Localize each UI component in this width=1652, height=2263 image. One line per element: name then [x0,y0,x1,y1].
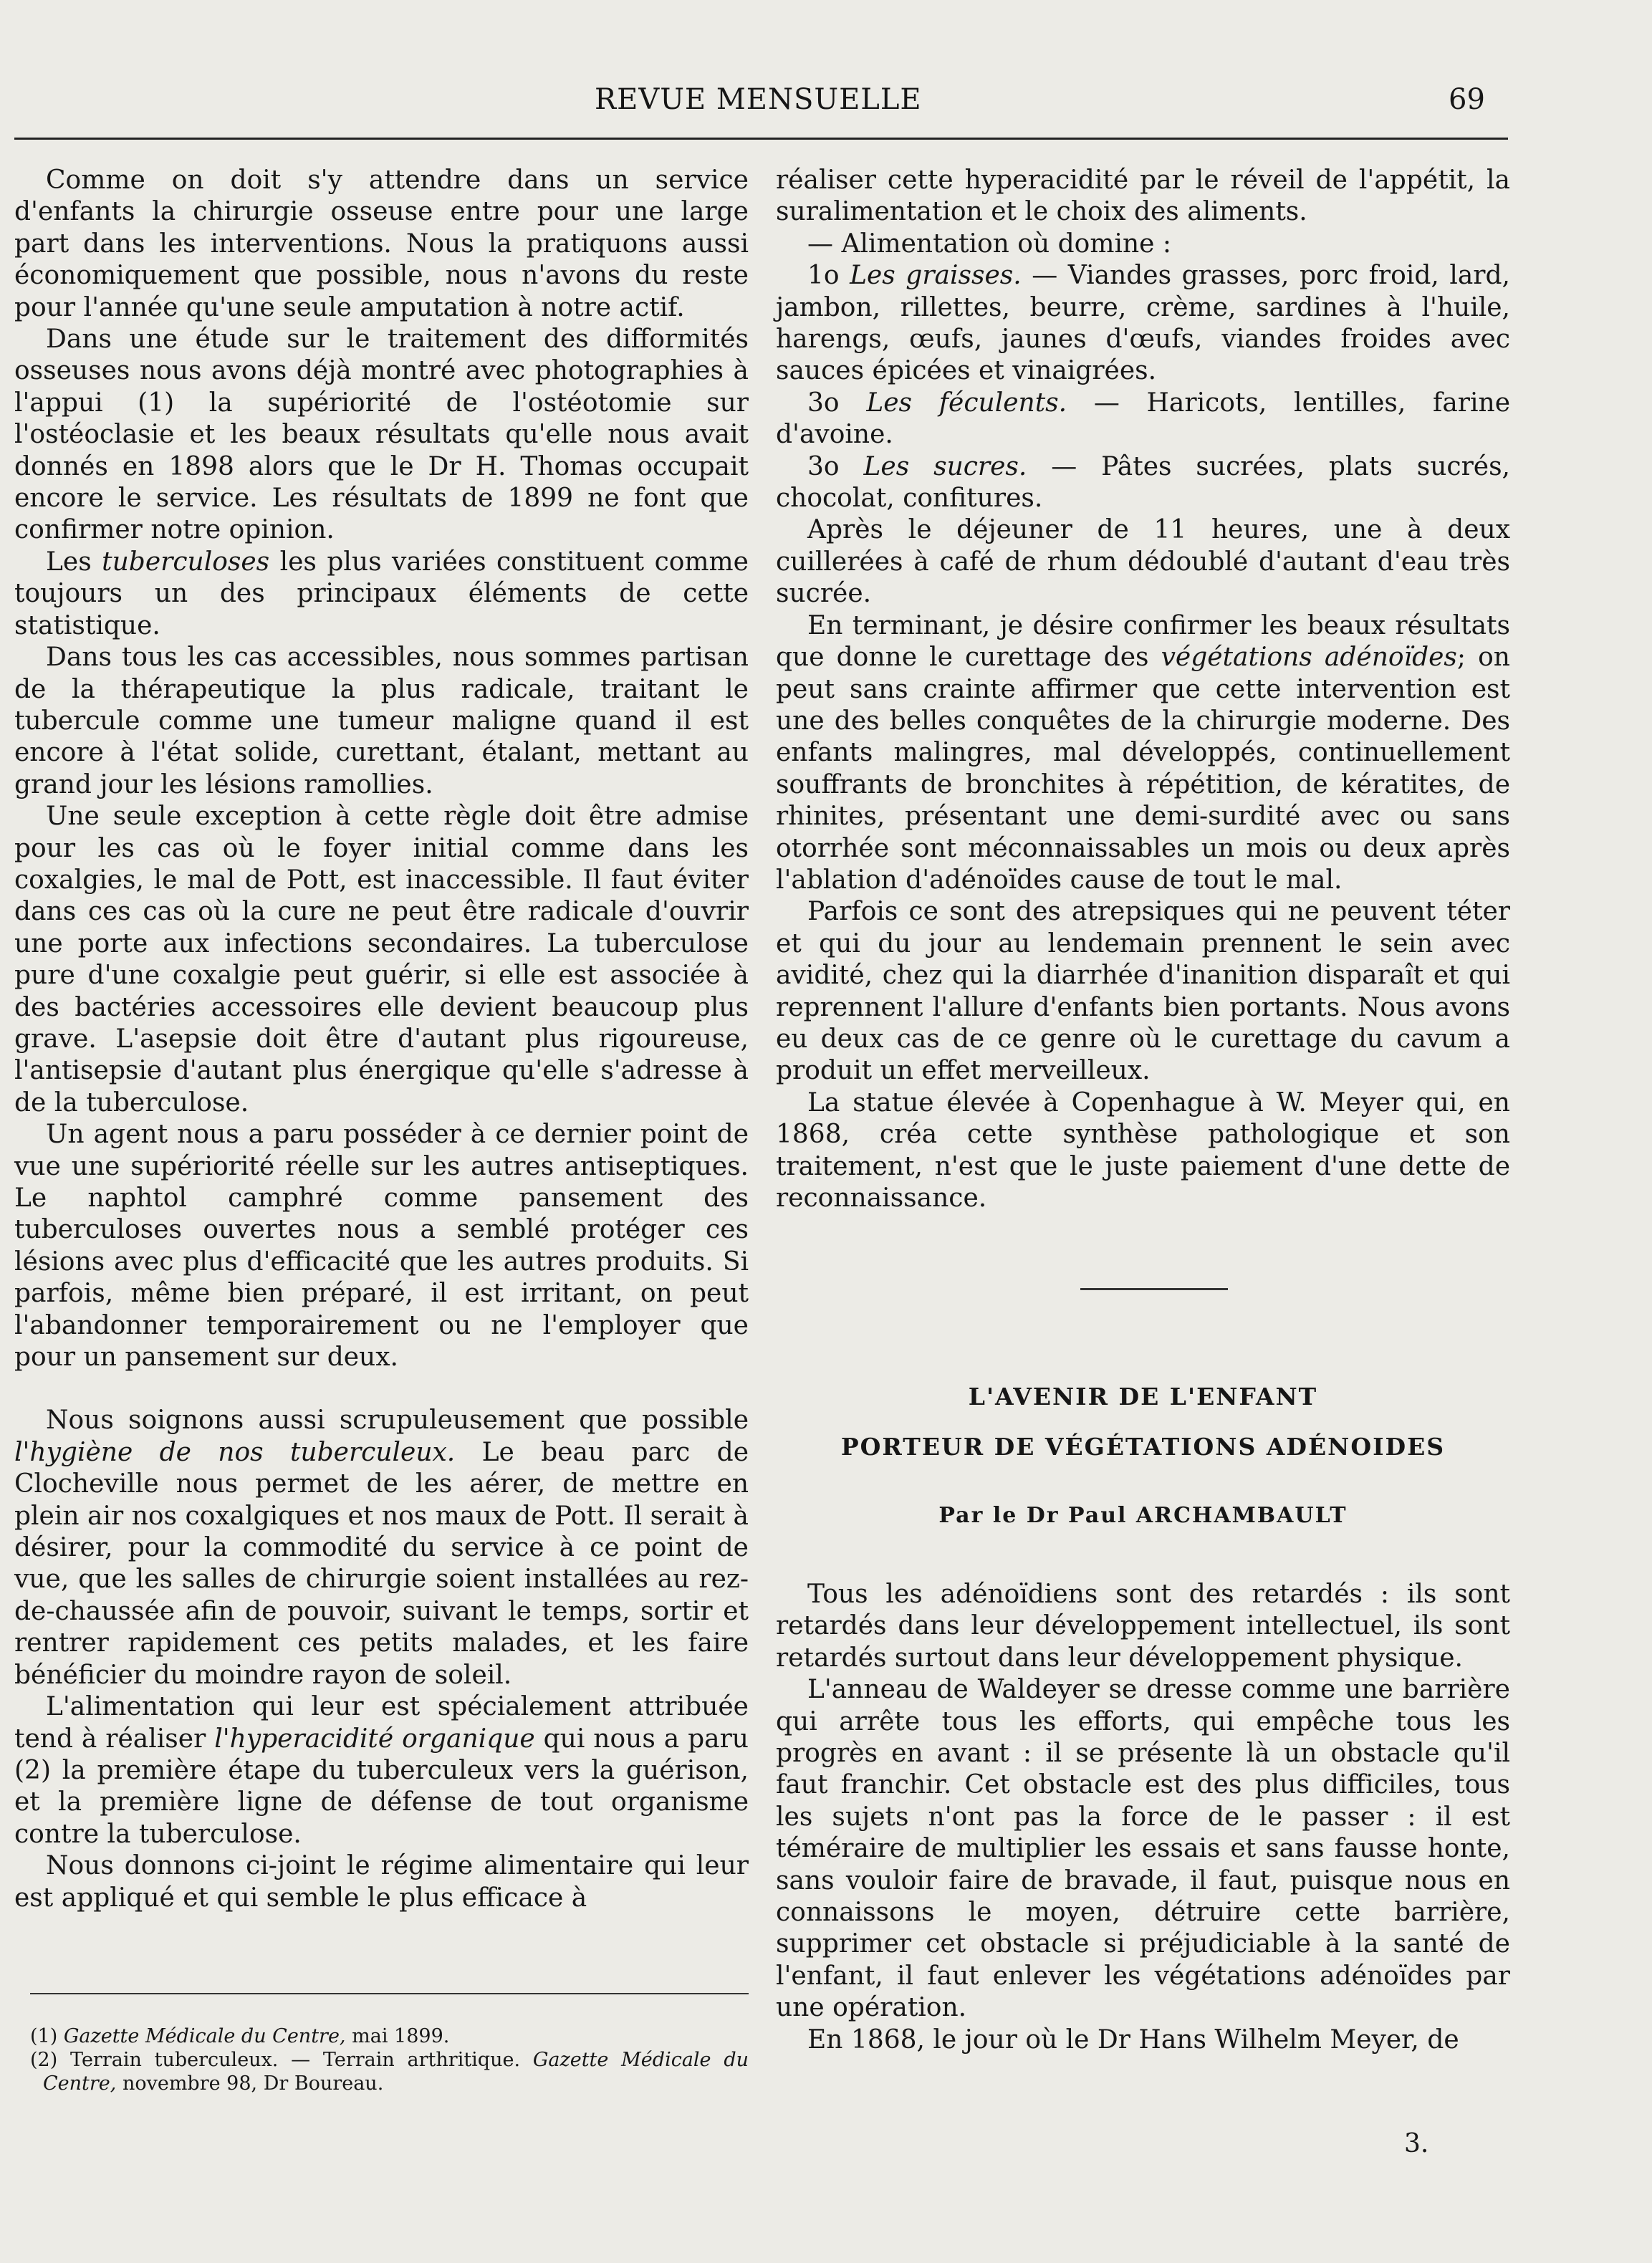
text-run: qui nous a paru (2) la première étape du tuberculeux vers la guérison, et la première ligne de défense de tout organisme contre la tuberculose. [14,1724,749,1849]
italic-run: végétations adénoïdes [1161,643,1457,673]
right-paragraph-8: Parfois ce sont des atrepsiques qui ne peuvent téter et qui du jour au lendemain prennent le sein avec avidité, chez qui la diarrhée d'inanition disparaît et qui reprennent l'allure d'enfants bien portants. Nous avons eu deux cas de ce genre où le curettage du cavum a produit un effet merveilleux. [776,897,1510,1086]
left-paragraph-2: Dans une étude sur le traitement des difformités osseuses nous avons déjà montré avec photographies à l'appui (1) la supériorité de l'ostéotomie sur l'ostéoclasie et les beaux résultats qu'elle nous avait donnés en 1898 alors que le Dr H. Thomas occupait encore le service. Les résultats de 1899 ne font que confirmer notre opinion. [14,325,749,545]
italic-run: Les graisses. [850,261,1022,291]
left-paragraph-3 [14,547,749,642]
text-run: Les [46,547,102,577]
item-number: 1o [807,261,850,291]
left-paragraph-6: Un agent nous a paru posséder à ce dernier point de vue une supériorité réelle sur les autres antiseptiques. Le naphtol camphré comme pansement des tuberculoses ouvertes nous a semblé protéger ces lésions avec plus d'efficacité que les autres produits. Si parfois, même bien préparé, il est irritant, on peut l'abandonner temporairement ou ne l'employer que pour un pansement sur deux. [14,1120,749,1373]
right-column [776,165,1510,1214]
diet-item-starches [776,388,1510,451]
footnote-1 [30,2024,749,2048]
article-body [776,1579,1510,2056]
left-paragraph-8 [14,1691,749,1850]
article-title-line-2: PORTEUR DE VÉGÉTATIONS ADÉNOIDES [840,1433,1446,1461]
left-paragraph-1: Comme on doit s'y attendre dans un service d'enfants la chirurgie osseuse entre pour une large part dans les interventions. Nous la pratiquons aussi économiquement que possible, nous n'avons du reste pour l'année qu'une seule amputation à notre actif. [14,165,749,322]
text-run: (1) [30,2025,64,2047]
footnote-2 [30,2048,749,2095]
italic-run: tuberculoses [102,547,270,577]
italic-run: l'hyperacidité organique [214,1724,535,1754]
text-run: (2) Terrain tuberculeux. — Terrain arthritique. [30,2049,533,2071]
italic-run: Les féculents. [866,388,1067,418]
diet-item-sugars [776,451,1510,515]
text-run: novembre 98, Dr Boureau. [116,2072,384,2095]
right-paragraph-2: — Alimentation où domine : [807,229,1172,259]
text-run: — Pâtes sucrées, plats sucrés, chocolat, confitures. [776,451,1510,514]
text-run: En terminant, je désire confirmer les beaux résultats que donne le curettage des [776,610,1510,673]
signature-mark: 3. [1404,2129,1429,2158]
article-paragraph-3: En 1868, le jour où le Dr Hans Wilhelm Meyer, de [807,2024,1459,2055]
article-paragraph-2: L'anneau de Waldeyer se dresse comme une barrière qui arrête tous les efforts, qui empêche tous les progrès en avant : il se présente là un obstacle qu'il faut franchir. Cet obstacle est des plus difficiles, tous les sujets n'ont pas la force de le passer : il est téméraire de multiplier les essais et sans fausse honte, sans vouloir faire de bravade, il faut, puisque nous en connaissons le moyen, détruire cette barrière, supprimer cet obstacle si préjudiciable à la santé de l'enfant, il faut enlever les végétations adénoïdes par une opération. [776,1675,1510,2023]
header-rule [14,138,1508,140]
left-paragraph-4: Dans tous les cas accessibles, nous sommes partisan de la thérapeutique la plus radicale, traitant le tubercule comme une tumeur maligne quand il est encore à l'état solide, curettant, étalant, mettant au grand jour les lésions ramollies. [14,643,749,799]
text-run: Le beau parc de Clocheville nous permet de les aérer, de mettre en plein air nos coxalgiques et nos maux de Pott. Il serait à désirer, pour la commodité du service à ce point de vue, que les salles de chirurgie soient installées au rez-de-chaussée afin de pouvoir, suivant le temps, sortir et rentrer rapidement ces petits malades, et les faire bénéficier du moindre rayon de soleil. [14,1437,749,1690]
text-run: — Viandes grasses, porc froid, lard, jambon, rillettes, beurre, crème, sardines à l'huile, harengs, œufs, jaunes d'œufs, viandes froides avec sauces épicées et vinaigrées. [776,261,1510,386]
running-header-title: REVUE MENSUELLE [595,83,922,116]
italic-run: Les sucres. [863,451,1027,481]
right-paragraph-9: La statue élevée à Copenhague à W. Meyer qui, en 1868, créa cette synthèse pathologique et son traitement, n'est que le juste paiement d'une dette de reconnaissance. [776,1087,1510,1213]
article-byline: Par le Dr Paul ARCHAMBAULT [938,1503,1348,1528]
left-column [14,165,749,1914]
item-number: 3o [807,388,867,418]
right-paragraph-1: réaliser cette hyperacidité par le réveil de l'appétit, la suralimentation et le choix des aliments. [776,165,1510,227]
text-run: — Haricots, lentilles, farine d'avoine. [776,388,1511,450]
page-number: 69 [1449,83,1485,116]
item-number: 3o [807,451,864,481]
text-run: mai 1899. [345,2025,450,2047]
text-run: L'alimentation qui leur est spécialement attribuée tend à réaliser [14,1692,749,1754]
footnotes [30,2024,749,2095]
left-paragraph-9: Nous donnons ci-joint le régime alimentaire qui leur est appliqué et qui semble le plus efficace à [14,1851,749,1913]
footnote-rule [30,1993,749,1994]
left-paragraph-5: Une seule exception à cette règle doit être admise pour les cas où le foyer initial comme dans les coxalgies, le mal de Pott, est inaccessible. Il faut éviter dans ces cas où la cure ne peut être radicale d'ouvrir une porte aux infections secondaires. La tuberculose pure d'une coxalgie peut guérir, si elle est associée à des bactéries accessoires elle devient beaucoup plus grave. L'asepsie doit être d'autant plus rigoureuse, l'antisepsie d'autant plus énergique qu'elle s'adresse à de la tuberculose. [14,802,749,1118]
text-run: les plus variées constituent comme toujours un des principaux éléments de cette statistique. [14,547,749,640]
italic-run: Gazette Médicale du Centre, [63,2025,346,2047]
italic-run: Gazette Médicale du Centre, [43,2049,749,2095]
text-run: ; on peut sans crainte affirmer que cette intervention est une des belles conquêtes de la chirurgie moderne. Des enfants malingres, mal développés, continuellement souffrants de bronchites à répétition, de kératites, de rhinites, présentant une demi-surdité avec ou sans otorrhée sont méconnaissables un mois ou deux après l'ablation d'adénoïdes cause de tout le mal. [776,643,1510,895]
right-paragraph-7 [776,610,1510,897]
section-divider [1080,1288,1228,1290]
text-run: Nous soignons aussi scrupuleusement que possible [46,1406,749,1436]
right-paragraph-6: Après le déjeuner de 11 heures, une à deux cuillerées à café de rhum dédoublé d'autant d'eau très sucrée. [776,515,1510,609]
article-paragraph-1: Tous les adénoïdiens sont des retardés : ils sont retardés dans leur développement intellectuel, ils sont retardés surtout dans leur développement physique. [776,1580,1510,1673]
left-paragraph-7 [14,1405,749,1691]
diet-item-fats [776,260,1510,388]
italic-run: l'hygiène de nos tuberculeux. [14,1437,456,1467]
article-title-line-1: L'AVENIR DE L'ENFANT [968,1383,1318,1411]
